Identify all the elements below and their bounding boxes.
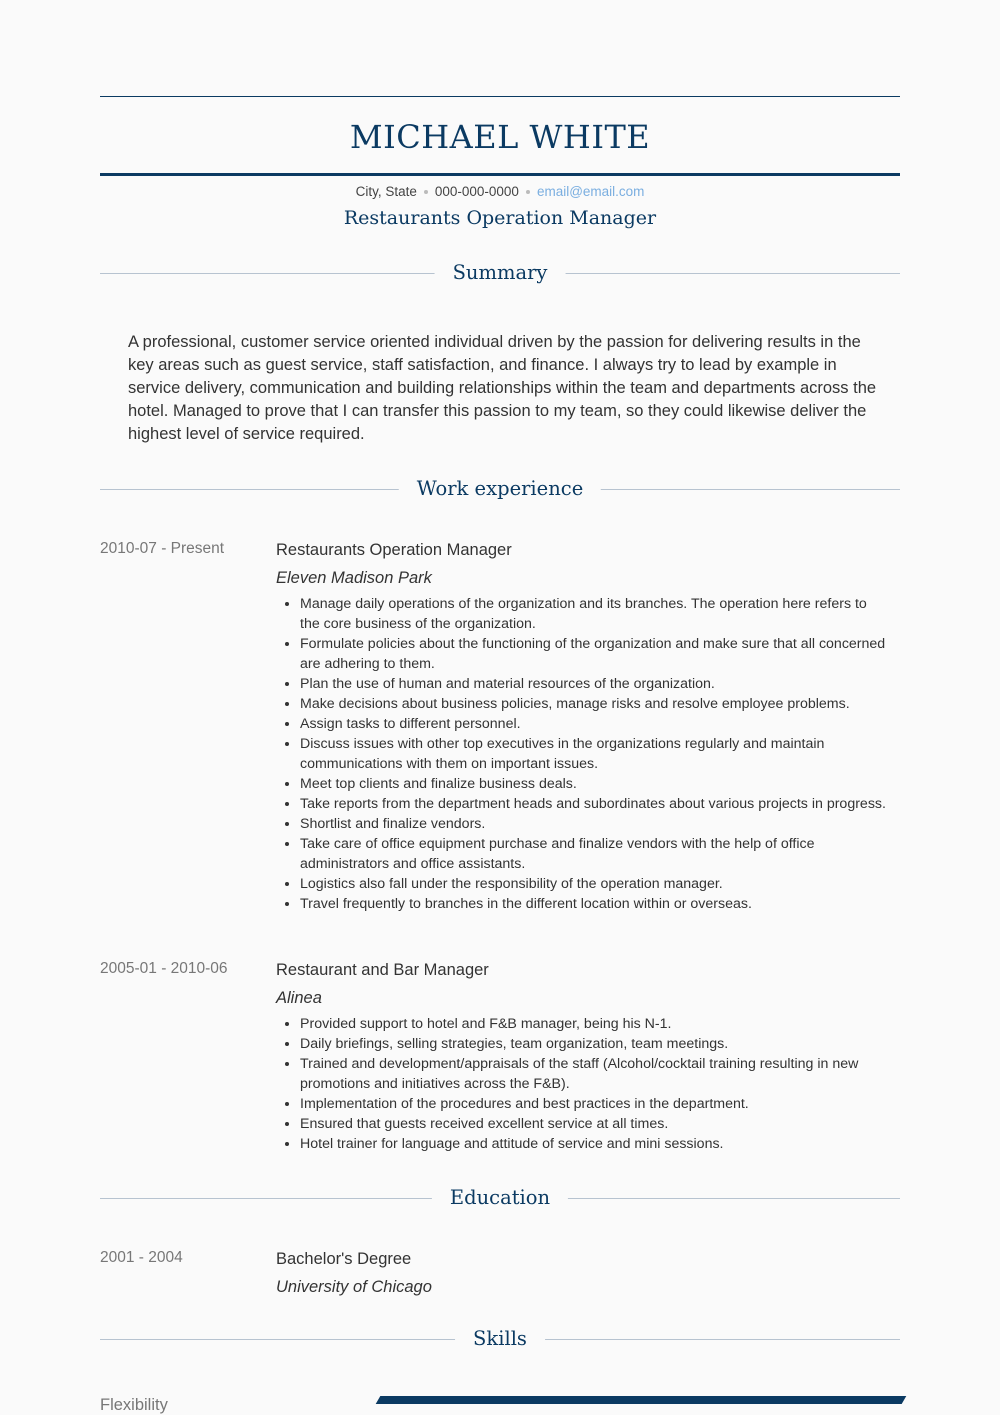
bullet: • Manage daily operations of the organization and its branches. The operation here refers to the core business of the organization. <box>300 594 886 634</box>
skill-level-bar <box>376 1396 907 1404</box>
bullet: • Travel frequently to branches in the different location within or overseas. <box>300 894 886 914</box>
bullet: • Discuss issues with other top executives in the organizations regularly and maintain communications with them on important issues. <box>300 734 886 774</box>
skill-name: Flexibility <box>100 1396 168 1414</box>
entry-date: 2010-07 - Present <box>100 540 225 557</box>
entry-org: Eleven Madison Park <box>276 569 432 587</box>
bullet: • Logistics also fall under the responsibility of the operation manager. <box>300 874 886 894</box>
section-skills <box>100 1324 900 1354</box>
section-heading: Skills <box>455 1324 545 1354</box>
section-summary <box>100 258 900 288</box>
phone: 000-000-0000 <box>434 184 519 199</box>
section-work <box>100 474 900 504</box>
entry-org: Alinea <box>276 989 322 1007</box>
separator-dot <box>526 190 530 194</box>
bullet: • Formulate policies about the functioning of the organization and make sure that all concerned are adhering to them. <box>300 634 886 674</box>
section-heading: Work experience <box>399 474 601 504</box>
section-heading: Summary <box>435 258 566 288</box>
bullet: • Hotel trainer for language and attitude of service and mini sessions. <box>300 1134 886 1154</box>
bullet: • Plan the use of human and material resources of the organization. <box>300 674 886 694</box>
bullet: • Shortlist and finalize vendors. <box>300 814 886 834</box>
bullet: • Implementation of the procedures and best practices in the department. <box>300 1094 886 1114</box>
summary-text: A professional, customer service oriented individual driven by the passion for delivering results in the key areas such as guest service, staff satisfaction, and finance. I always try to lead by example in service delivery, communication and building relationships within the team and departments across the hotel. Managed to prove that I can transfer this passion to my team, so they could likewise deliver the highest level of service required. <box>128 333 877 443</box>
degree: Bachelor's Degree <box>276 1250 412 1268</box>
bullet: • Take reports from the department heads and subordinates about various projects in progress. <box>300 794 886 814</box>
bullet: • Daily briefings, selling strategies, team organization, team meetings. <box>300 1034 886 1054</box>
bullet: • Assign tasks to different personnel. <box>300 714 886 734</box>
entry-date: 2001 - 2004 <box>100 1249 183 1266</box>
candidate-name: MICHAEL WHITE <box>349 118 651 156</box>
entry-bullets <box>276 1014 886 1154</box>
section-education <box>100 1183 900 1213</box>
bullet: • Provided support to hotel and F&B manager, being his N-1. <box>300 1014 886 1034</box>
entry-bullets <box>276 594 886 914</box>
school: University of Chicago <box>276 1278 432 1296</box>
bullet: • Trained and development/appraisals of the staff (Alcohol/cocktail training resulting in new promotions and initiatives across the F&B). <box>300 1054 886 1094</box>
job-title: Restaurants Operation Manager <box>343 207 657 229</box>
top-rule <box>100 96 900 97</box>
entry-role: Restaurant and Bar Manager <box>276 961 489 979</box>
separator-dot <box>424 190 428 194</box>
header-rule <box>100 173 900 176</box>
bullet: • Take care of office equipment purchase and finalize vendors with the help of office administrators and office assistants. <box>300 834 886 874</box>
skill-row <box>100 1396 900 1415</box>
bullet: • Meet top clients and finalize business deals. <box>300 774 886 794</box>
contact-line <box>100 184 900 199</box>
entry-role: Restaurants Operation Manager <box>276 541 512 559</box>
bullet: • Make decisions about business policies, manage risks and resolve employee problems. <box>300 694 886 714</box>
bullet: • Ensured that guests received excellent service at all times. <box>300 1114 886 1134</box>
section-heading: Education <box>432 1183 568 1213</box>
email-link[interactable]: email@email.com <box>536 184 645 199</box>
entry-date: 2005-01 - 2010-06 <box>100 960 228 977</box>
resume <box>100 96 900 1414</box>
location: City, State <box>355 184 417 199</box>
